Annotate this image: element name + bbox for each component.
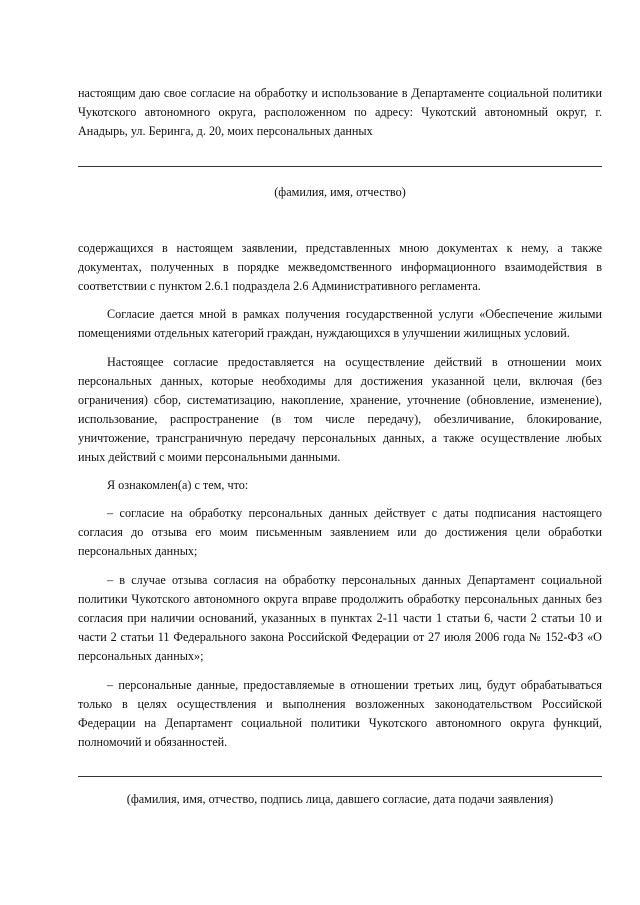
signature-caption: (фамилия, имя, отчество, подпись лица, давшего согласие, дата подачи заявления) <box>126 792 554 806</box>
consent-document <box>78 84 602 809</box>
withdrawal-list-item: – в случае отзыва согласия на обработку персональных данных Департамент социальной политики Чукотского автономного округа вправе продолжить обработку персональных данных без согласия при наличии оснований, указанных в пунктах 2-11 части 1 статьи 6, части 2 статьи 10 и части 2 статьи 11 Федерального закона Российской Федерации от 27 июля 2006 года № 152-ФЗ «О персональных данных»; <box>78 573 602 663</box>
contained-data-paragraph: содержащихся в настоящем заявлении, представленных мною документах к нему, а также документах, полученных в порядке межведомственного информационного взаимодействия в соответствии с пунктом 2.6.1 подраздела 2.6 Административного регламента. <box>78 241 602 293</box>
name-caption: (фамилия, имя, отчество) <box>274 185 406 199</box>
acknowledged-paragraph: Я ознакомлен(а) с тем, что: <box>107 478 249 492</box>
consent-actions-paragraph: Настоящее согласие предоставляется на осуществление действий в отношении моих персональных данных, которые необходимы для достижения указанной цели, включая (без ограничения) сбор, систематизацию, накопление, хранение, уточнение (обновление, изменение), использование, распространение (в том числе передачу), обезличивание, блокирование, уничтожение, трансграничную передачу персональных данных, а также осуществление любых иных действий с моими персональными данными. <box>78 355 602 464</box>
intro-paragraph: настоящим даю свое согласие на обработку и использование в Департаменте социальной политики Чукотского автономного округа, расположенном по адресу: Чукотский автономный округ, г. Анадырь, ул. Беринга, д. 20, моих персональных данных <box>78 86 602 138</box>
validity-list-item: – согласие на обработку персональных данных действует с даты подписания настоящего согласия до отзыва его моим письменным заявлением или до достижения цели обработки персональных данных; <box>78 506 602 558</box>
final-signature-line <box>78 776 602 777</box>
consent-scope-paragraph: Согласие дается мной в рамках получения государственной услуги «Обеспечение жилыми помещениями отдельных категорий граждан, нуждающихся в улучшении жилищных условий. <box>78 307 602 340</box>
name-signature-line <box>78 166 602 167</box>
third-parties-list-item: – персональные данные, предоставляемые в отношении третьих лиц, будут обрабатываться только в целях осуществления и выполнения возложенных законодательством Российской Федерации на Департамент социальной политики Чукотского автономного округа функций, полномочий и обязанностей. <box>78 678 602 749</box>
